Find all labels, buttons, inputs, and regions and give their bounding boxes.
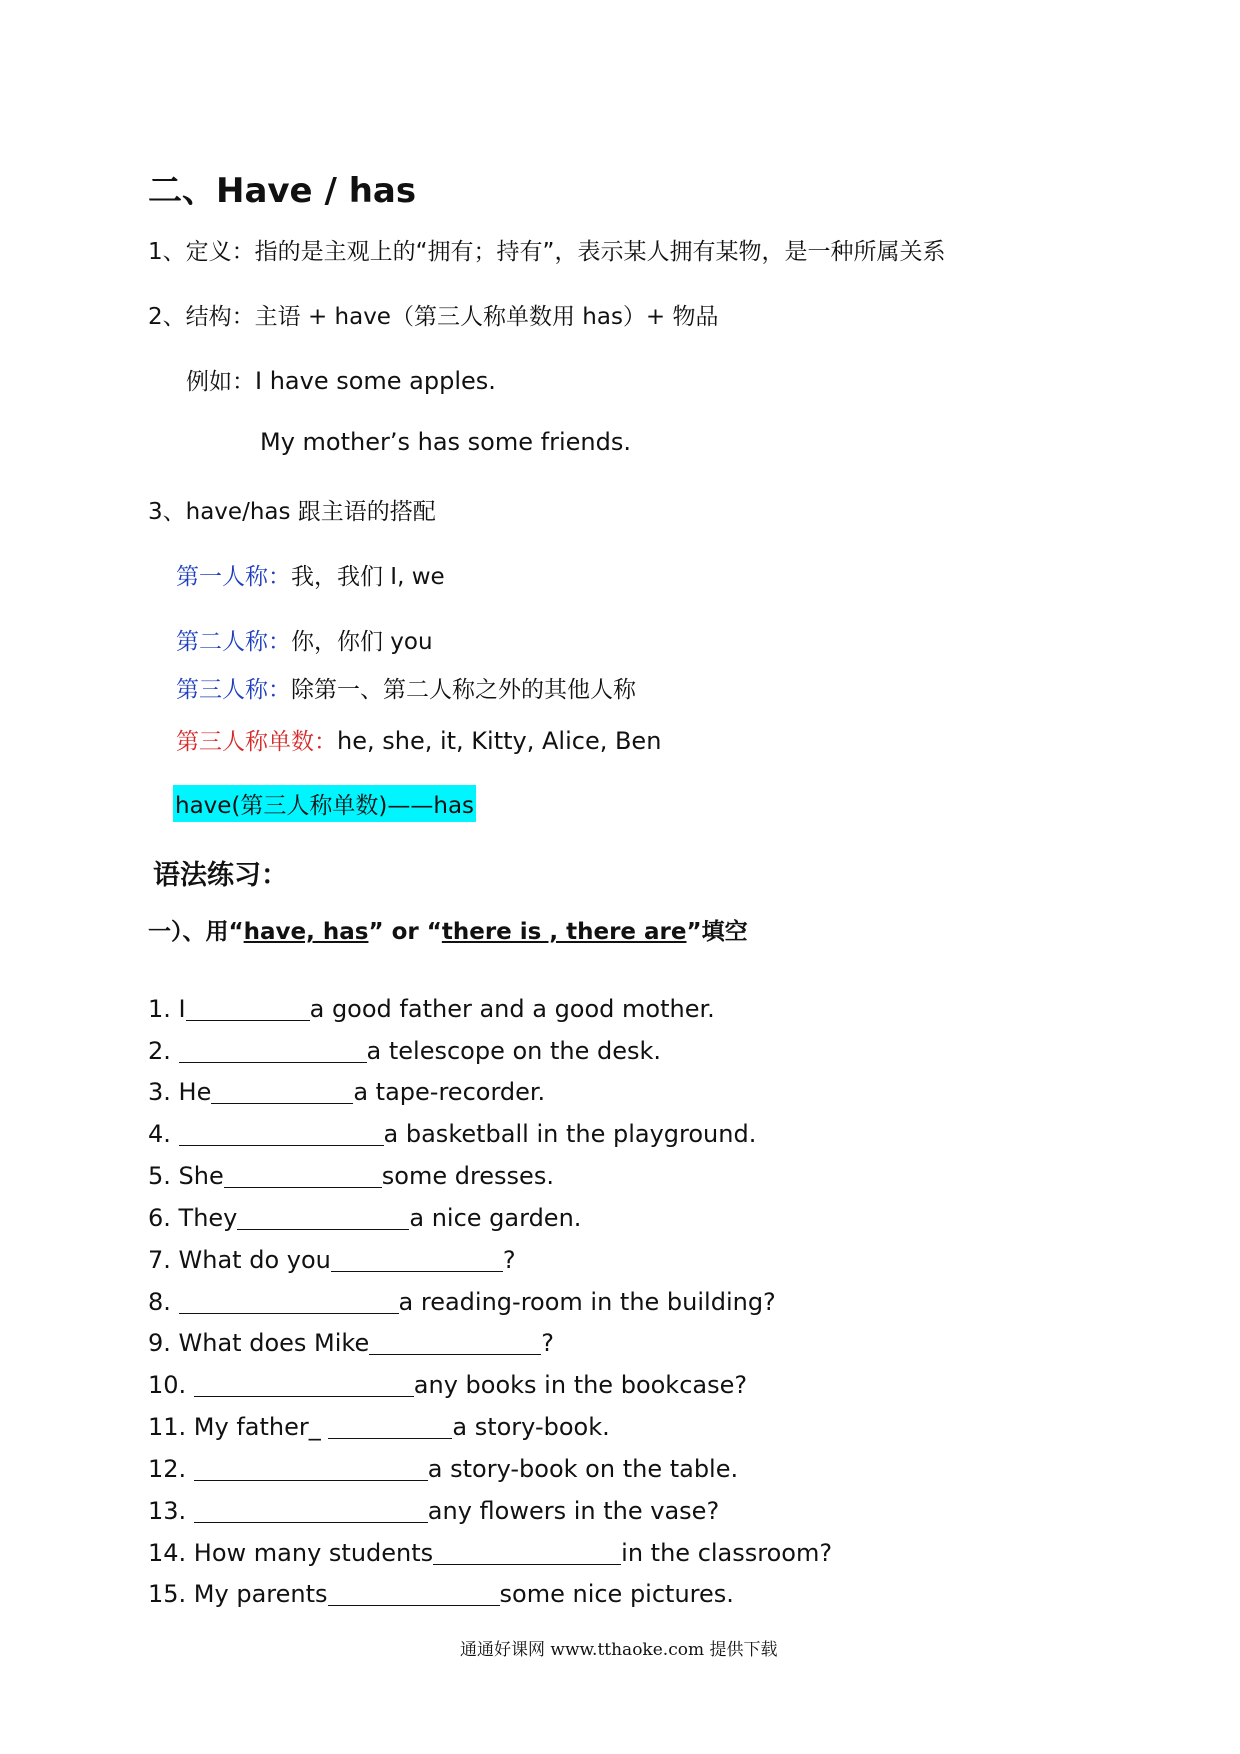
person-value: 你，你们 you <box>291 629 433 655</box>
exercise-suffix: ? <box>541 1329 554 1358</box>
structure-text: 2、结构：主语 + have（第三人称单数用 has）+ 物品 <box>148 304 719 330</box>
exercise-prefix: 12. <box>148 1455 194 1484</box>
exercise-item <box>148 1246 516 1274</box>
exercise-suffix: some dresses. <box>381 1162 554 1191</box>
heading-mid: ” or “ <box>368 919 442 945</box>
answer-blank[interactable] <box>179 1288 399 1314</box>
example-2: My mother’s has some friends. <box>260 428 631 456</box>
heading-suffix: ”填空 <box>686 919 748 945</box>
exercise-item <box>148 1037 661 1065</box>
exercise-item <box>148 1120 756 1148</box>
person-value: he, she, it, Kitty, Alice, Ben <box>337 727 662 755</box>
exercise-suffix: a telescope on the desk. <box>366 1037 662 1066</box>
exercise-prefix: 13. <box>148 1497 194 1526</box>
exercise-suffix: a tape-recorder. <box>353 1078 546 1107</box>
person-label: 第一人称： <box>176 564 291 590</box>
answer-blank[interactable] <box>328 1580 500 1606</box>
exercise-suffix: in the classroom? <box>621 1539 833 1568</box>
exercise-prefix: 9. What does Mike <box>148 1329 370 1358</box>
exercise-item <box>148 1413 610 1441</box>
person-label: 第三人称： <box>176 677 291 703</box>
example-1: I have some apples. <box>255 367 496 395</box>
answer-blank[interactable] <box>331 1246 503 1272</box>
exercise-item <box>148 1204 581 1232</box>
person-row-3 <box>176 671 636 704</box>
exercise-prefix: 7. What do you <box>148 1246 331 1275</box>
heading-option-2: there is , there are <box>441 919 687 945</box>
answer-blank[interactable] <box>211 1078 353 1104</box>
answer-blank[interactable] <box>179 1037 367 1063</box>
exercise-prefix: 4. <box>148 1120 179 1149</box>
exercise-prefix: 8. <box>148 1288 179 1317</box>
person-value: 除第一、第二人称之外的其他人称 <box>291 677 636 703</box>
exercise-prefix: 14. How many students <box>148 1539 434 1568</box>
example-line-1 <box>186 363 496 396</box>
answer-blank[interactable] <box>237 1204 409 1230</box>
exercise-prefix: 11. My father_ <box>148 1413 329 1442</box>
exercise-suffix: a story-book on the table. <box>427 1455 739 1484</box>
exercise-item <box>148 995 715 1023</box>
example-prefix: 例如： <box>186 369 255 395</box>
section-title: 二、Have / has <box>148 171 417 211</box>
exercise-item <box>148 1078 545 1106</box>
person-label: 第二人称： <box>176 629 291 655</box>
heading-prefix: 一）、用“ <box>148 919 244 945</box>
exercise-item <box>148 1288 776 1316</box>
exercise-item <box>148 1580 734 1608</box>
exercise-item <box>148 1329 554 1357</box>
exercise-prefix: 15. My parents <box>148 1580 328 1609</box>
answer-blank[interactable] <box>194 1371 414 1397</box>
answer-blank[interactable] <box>328 1413 452 1439</box>
definition-text: 1、定义：指的是主观上的“拥有；持有”，表示某人拥有某物，是一种所属关系 <box>148 239 946 265</box>
exercise-suffix: a story-book. <box>452 1413 610 1442</box>
person-value: 我，我们 I, we <box>291 564 445 590</box>
answer-blank[interactable] <box>179 1120 384 1146</box>
exercise-item <box>148 1371 747 1399</box>
person-row-2 <box>176 623 433 656</box>
answer-blank[interactable] <box>194 1455 428 1481</box>
exercise-suffix: a reading-room in the building? <box>398 1288 776 1317</box>
exercise-item <box>148 1455 738 1483</box>
page-footer: 通通好课网 www.tthaoke.com 提供下载 <box>460 1640 778 1660</box>
person-row-1 <box>176 558 445 591</box>
exercise-prefix: 5. She <box>148 1162 224 1191</box>
answer-blank[interactable] <box>186 995 310 1021</box>
exercise-prefix: 1. I <box>148 995 186 1024</box>
heading-option-1: have, has <box>243 919 369 945</box>
exercise-suffix: ? <box>502 1246 516 1275</box>
exercise-item <box>148 1162 554 1190</box>
person-label: 第三人称单数： <box>176 729 337 755</box>
practice-title: 语法练习： <box>153 860 288 891</box>
exercise-prefix: 3. He <box>148 1078 212 1107</box>
exercise-suffix: a good father and a good mother. <box>309 995 715 1024</box>
subject-title: 3、have/has 跟主语的搭配 <box>148 499 436 525</box>
exercise-prefix: 2. <box>148 1037 179 1066</box>
exercise-item <box>148 1539 832 1567</box>
answer-blank[interactable] <box>224 1162 382 1188</box>
answer-blank[interactable] <box>433 1539 621 1565</box>
exercise-item <box>148 1497 719 1525</box>
answer-blank[interactable] <box>194 1497 428 1523</box>
exercise-heading <box>148 913 748 946</box>
exercise-suffix: some nice pictures. <box>499 1580 734 1609</box>
person-row-4 <box>176 723 661 756</box>
exercise-suffix: any flowers in the vase? <box>427 1497 720 1526</box>
exercise-prefix: 10. <box>148 1371 194 1400</box>
exercise-suffix: a nice garden. <box>409 1204 582 1233</box>
exercise-prefix: 6. They <box>148 1204 238 1233</box>
rule-highlight: have(第三人称单数)——has <box>173 785 476 822</box>
answer-blank[interactable] <box>369 1329 541 1355</box>
exercise-suffix: a basketball in the playground. <box>383 1120 757 1149</box>
exercise-suffix: any books in the bookcase? <box>413 1371 748 1400</box>
